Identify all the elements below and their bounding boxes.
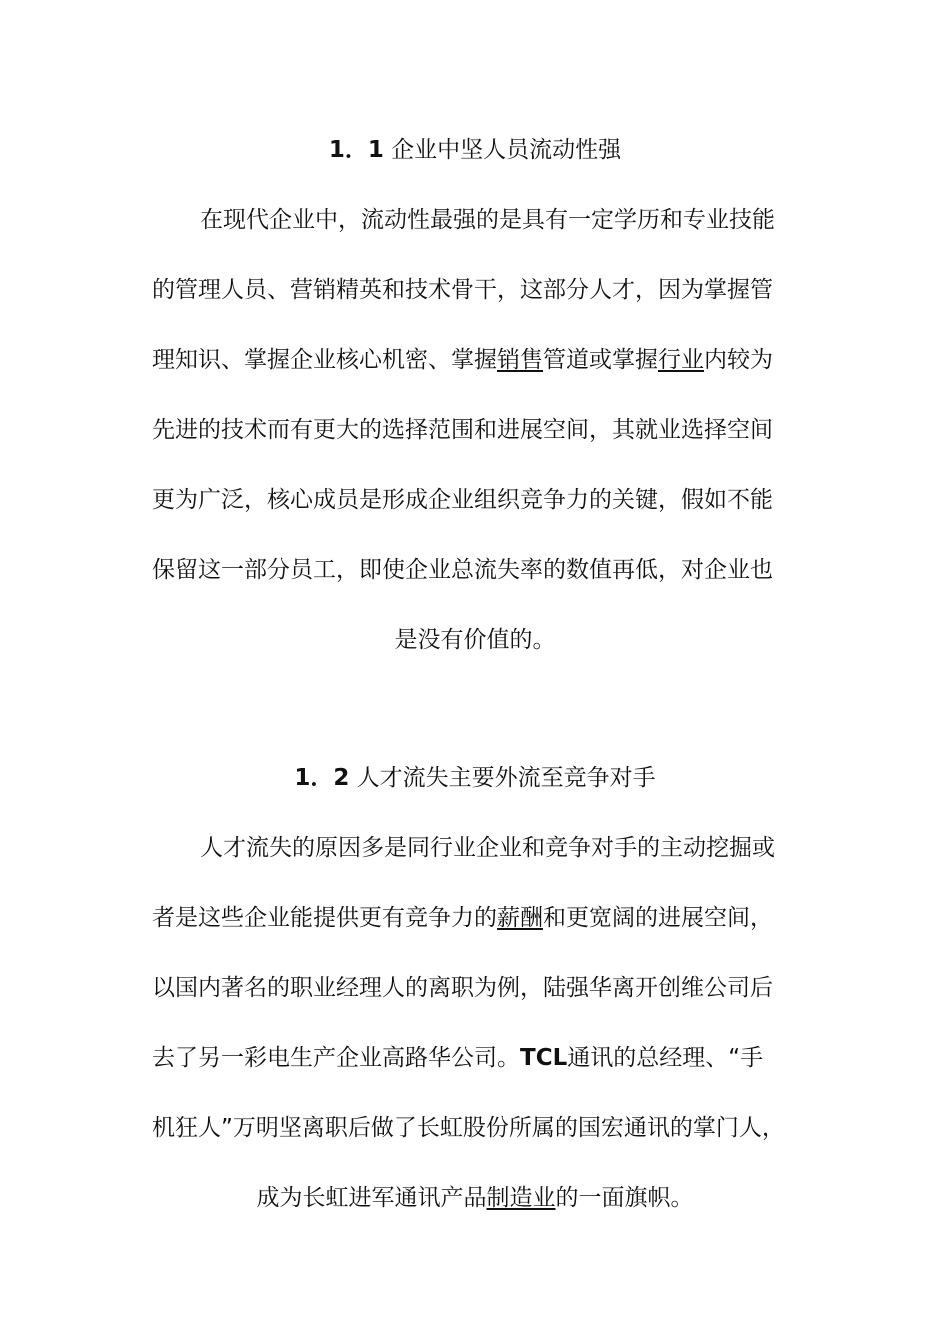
text-run: 保留这一部分员工，即使企业总流失率的数值再低，对企业也 (152, 557, 773, 583)
section-2-title: 人才流失主要外流至竞争对手 (356, 765, 656, 791)
paragraph-1-line-6 (152, 555, 802, 585)
link-manufacturing[interactable]: 制造业 (486, 1185, 556, 1211)
text-run: 和更宽阔的进展空间， (543, 905, 773, 931)
paragraph-2-line-1 (152, 833, 802, 863)
section-2-heading (0, 763, 950, 793)
link-sales[interactable]: 销售 (497, 347, 543, 373)
text-run: 理知识、掌握企业核心机密、掌握 (152, 347, 497, 373)
section-1-title: 企业中坚人员流动性强 (391, 137, 622, 163)
section-2-number: 1．2 (294, 765, 350, 791)
text-run: 内较为 (704, 347, 773, 373)
text-run: 更为广泛，核心成员是形成企业组织竞争力的关键，假如不能 (152, 487, 773, 513)
paragraph-2-line-2 (152, 903, 802, 933)
paragraph-2-line-6 (0, 1183, 950, 1213)
link-salary[interactable]: 薪酬 (497, 905, 543, 931)
paragraph-1-line-1 (152, 205, 802, 235)
section-1-heading (0, 135, 950, 165)
text-run: 在现代企业中，流动性最强的是具有一定学历和专业技能 (200, 207, 775, 233)
text-run-bold: TCL (520, 1045, 568, 1071)
paragraph-1-line-4 (152, 415, 802, 445)
text-run: 者是这些企业能提供更有竞争力的 (152, 905, 497, 931)
text-run: 是没有价值的。 (394, 627, 556, 653)
text-run: 成为长虹进军通讯产品 (256, 1185, 487, 1211)
text-run: 以国内著名的职业经理人的离职为例，陆强华离开创维公司后 (152, 975, 773, 1001)
paragraph-1-line-5 (152, 485, 802, 515)
paragraph-1-line-7 (0, 625, 950, 655)
paragraph-2-line-3 (152, 973, 802, 1003)
paragraph-1-line-2 (152, 275, 802, 305)
section-1-number: 1．1 (328, 137, 384, 163)
text-run: 管道或掌握 (543, 347, 658, 373)
paragraph-1-line-3 (152, 345, 802, 375)
text-run: 先进的技术而有更大的选择范围和进展空间，其就业选择空间 (152, 417, 773, 443)
text-run: 的管理人员、营销精英和技术骨干，这部分人才，因为掌握管 (152, 277, 773, 303)
text-run: 人才流失的原因多是同行业企业和竞争对手的主动挖掘或 (200, 835, 775, 861)
text-run: 去了另一彩电生产企业高路华公司。 (152, 1045, 520, 1071)
text-run: 机狂人”万明坚离职后做了长虹股份所属的国宏通讯的掌门人， (152, 1115, 785, 1141)
text-run: 的一面旗帜。 (555, 1185, 694, 1211)
link-industry[interactable]: 行业 (658, 347, 704, 373)
text-run: 通讯的总经理、“手 (567, 1045, 764, 1071)
paragraph-2-line-4 (152, 1043, 802, 1073)
paragraph-2-line-5 (152, 1113, 802, 1143)
